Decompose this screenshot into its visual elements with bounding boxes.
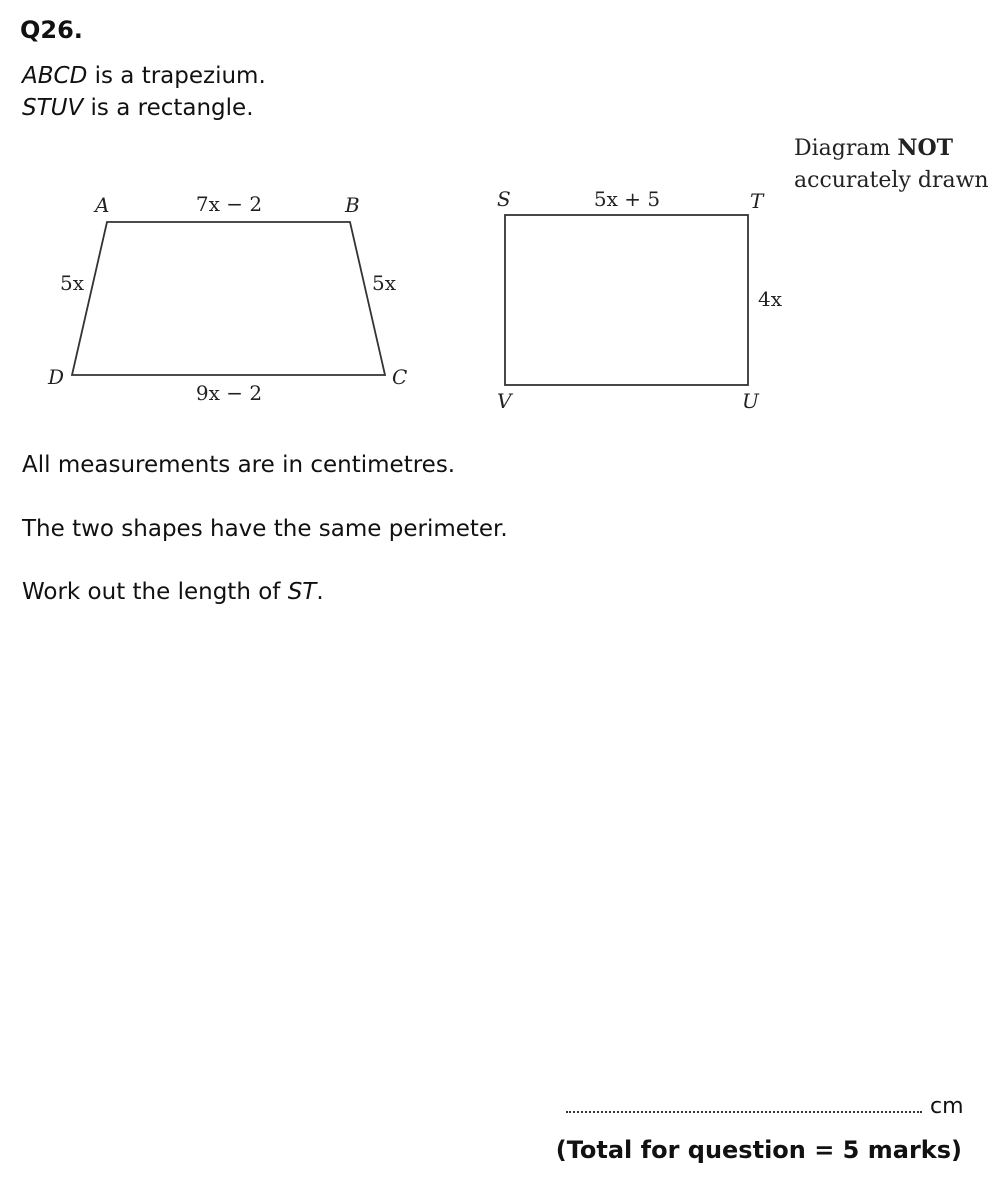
measurement-statement: All measurements are in centimetres. [22, 452, 456, 478]
vertex-label-d: D [48, 365, 65, 389]
shape-name: STUV [22, 95, 84, 121]
task-statement [22, 579, 324, 605]
side-label-da: 5x [60, 271, 85, 295]
vertex-label-u: U [742, 389, 759, 413]
note-prefix: Diagram [794, 136, 898, 161]
vertex-label-a: A [95, 193, 110, 217]
side-label-ab: 7x − 2 [195, 192, 263, 216]
vertex-label-s: S [497, 187, 511, 211]
answer-line [566, 1093, 964, 1119]
vertex-label-b: B [345, 193, 360, 217]
question-number: Q26. [20, 16, 83, 44]
side-label-tu: 4x [758, 287, 783, 311]
task-target: ST [287, 579, 317, 605]
note-emphasis: NOT [897, 135, 954, 161]
vertex-label-v: V [497, 389, 512, 413]
diagram [0, 0, 1000, 440]
task-suffix: . [316, 579, 324, 605]
rectangle-shape [505, 215, 748, 385]
side-label-st: 5x + 5 [593, 187, 661, 211]
perimeter-statement: The two shapes have the same perimeter. [22, 516, 508, 542]
answer-unit: cm [930, 1094, 964, 1119]
trapezium-shape [72, 222, 385, 375]
side-label-bc: 5x [372, 271, 397, 295]
task-prefix: Work out the length of [22, 579, 288, 605]
shape-name: ABCD [22, 63, 88, 89]
vertex-label-c: C [392, 365, 408, 389]
note-line-2: accurately drawn [794, 168, 989, 193]
total-marks: (Total for question = 5 marks) [555, 1136, 962, 1164]
vertex-label-t: T [750, 189, 764, 213]
side-label-cd: 9x − 2 [195, 381, 263, 405]
intro-text: is a trapezium. [87, 63, 266, 89]
answer-blank[interactable] [566, 1093, 922, 1113]
intro-text: is a rectangle. [83, 95, 254, 121]
